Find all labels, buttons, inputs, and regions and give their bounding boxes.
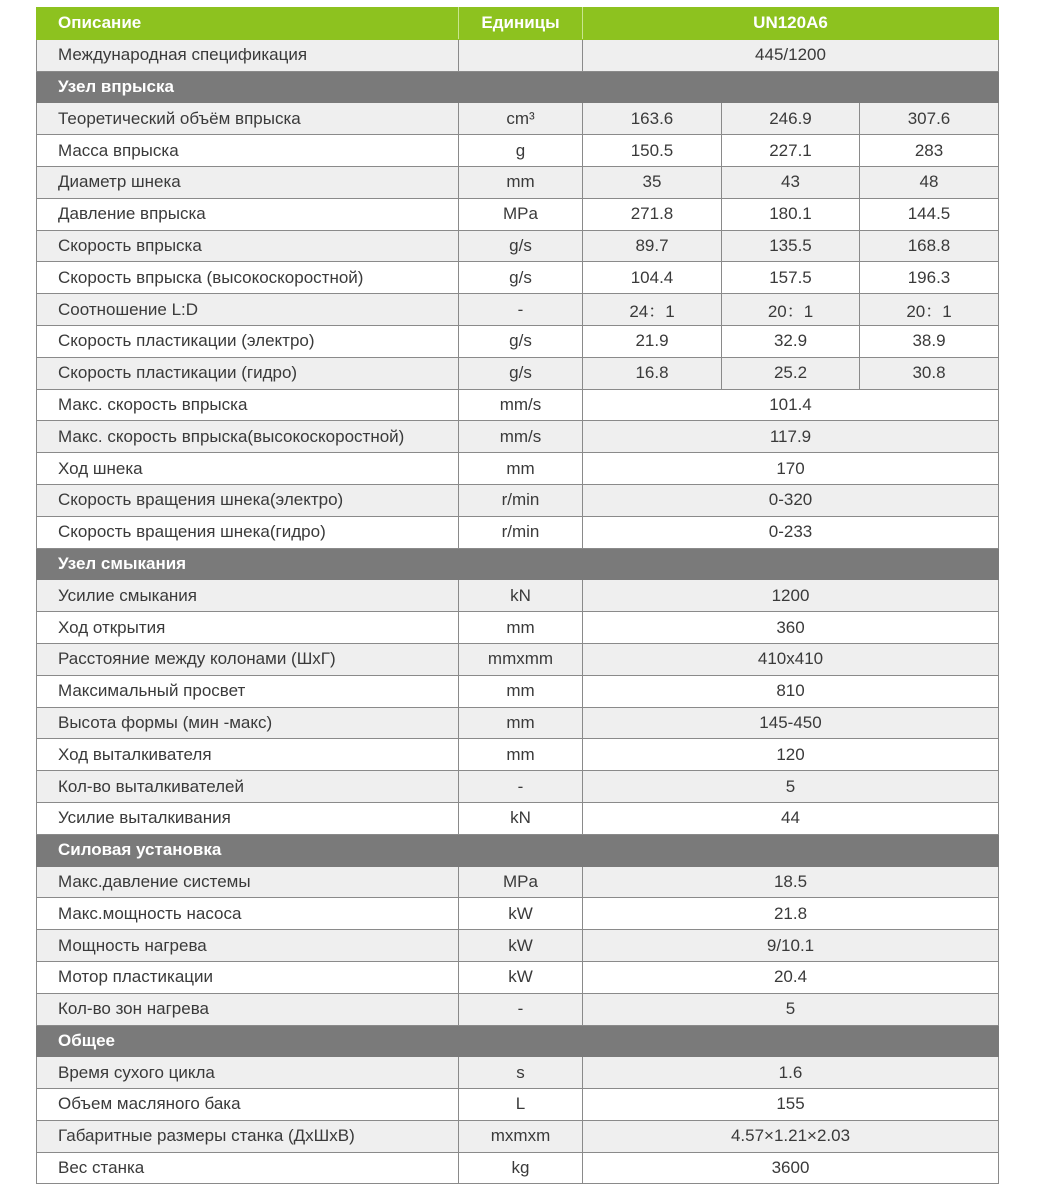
row-label: Давление впрыска: [37, 198, 459, 230]
row-value: 117.9: [583, 421, 999, 453]
row-value-1: 89.7: [583, 230, 722, 262]
row-unit: g/s: [459, 262, 583, 294]
table-row: [37, 898, 999, 930]
row-value-2: 43: [722, 166, 860, 198]
table-row: [37, 643, 999, 675]
row-label: Соотношение L:D: [37, 294, 459, 326]
table-row: [37, 993, 999, 1025]
row-value: 1.6: [583, 1057, 999, 1089]
row-unit: -: [459, 993, 583, 1025]
row-label: Скорость вращения шнека(электро): [37, 484, 459, 516]
row-value-3: 144.5: [860, 198, 999, 230]
row-label: Макс. скорость впрыска(высокоскоростной): [37, 421, 459, 453]
row-label: Вес станка: [37, 1152, 459, 1184]
row-label: Мощность нагрева: [37, 930, 459, 962]
section-header: [37, 1025, 999, 1057]
section-title: Силовая установка: [37, 834, 999, 866]
row-value-2: 227.1: [722, 135, 860, 167]
row-unit: s: [459, 1057, 583, 1089]
row-value-2: 180.1: [722, 198, 860, 230]
row-unit: kW: [459, 898, 583, 930]
row-value: 410x410: [583, 643, 999, 675]
table-row: [37, 135, 999, 167]
row-unit: mm: [459, 675, 583, 707]
row-unit: mm: [459, 707, 583, 739]
row-value-1: 24：1: [583, 294, 722, 326]
row-unit: g/s: [459, 230, 583, 262]
section-title: Общее: [37, 1025, 999, 1057]
row-label: Кол-во выталкивателей: [37, 771, 459, 803]
row-label: Кол-во зон нагрева: [37, 993, 459, 1025]
row-value: 145-450: [583, 707, 999, 739]
row-label: Ход шнека: [37, 453, 459, 485]
row-label: Скорость впрыска: [37, 230, 459, 262]
row-value-1: 104.4: [583, 262, 722, 294]
table-row: [37, 230, 999, 262]
row-value: 9/10.1: [583, 930, 999, 962]
table-row: [37, 1089, 999, 1121]
spec-body: [37, 39, 999, 1184]
row-value-2: 20：1: [722, 294, 860, 326]
section-header: [37, 834, 999, 866]
row-value-1: 35: [583, 166, 722, 198]
table-row: [37, 262, 999, 294]
row-value-3: 48: [860, 166, 999, 198]
row-label: Ход открытия: [37, 612, 459, 644]
row-value-3: 30.8: [860, 357, 999, 389]
section-header: [37, 548, 999, 580]
row-unit: mm: [459, 612, 583, 644]
row-label: Усилие выталкивания: [37, 802, 459, 834]
table-row: [37, 516, 999, 548]
header-row: [37, 8, 999, 40]
row-label: Скорость пластикации (гидро): [37, 357, 459, 389]
row-value-2: 157.5: [722, 262, 860, 294]
table-row: [37, 389, 999, 421]
table-row: [37, 930, 999, 962]
row-value: 0-320: [583, 484, 999, 516]
row-value: 1200: [583, 580, 999, 612]
row-unit: mm: [459, 453, 583, 485]
row-value-3: 283: [860, 135, 999, 167]
row-unit: kW: [459, 961, 583, 993]
row-label: Максимальный просвет: [37, 675, 459, 707]
table-row: [37, 961, 999, 993]
row-value: 18.5: [583, 866, 999, 898]
row-value-3: 307.6: [860, 103, 999, 135]
row-value: 120: [583, 739, 999, 771]
row-value-3: 20：1: [860, 294, 999, 326]
row-unit: MPa: [459, 866, 583, 898]
table-row: [37, 1120, 999, 1152]
row-value: 360: [583, 612, 999, 644]
table-row: [37, 294, 999, 326]
row-value: 3600: [583, 1152, 999, 1184]
row-label: Скорость впрыска (высокоскоростной): [37, 262, 459, 294]
table-row: [37, 739, 999, 771]
row-unit: -: [459, 771, 583, 803]
row-value-1: 163.6: [583, 103, 722, 135]
row-value-3: 196.3: [860, 262, 999, 294]
row-value: 155: [583, 1089, 999, 1121]
row-label: Теоретический объём впрыска: [37, 103, 459, 135]
row-label: Усилие смыкания: [37, 580, 459, 612]
row-label: Скорость пластикации (электро): [37, 325, 459, 357]
row-unit: [459, 39, 583, 71]
row-unit: cm³: [459, 103, 583, 135]
row-value: 20.4: [583, 961, 999, 993]
row-unit: g/s: [459, 357, 583, 389]
row-label: Высота формы (мин -макс): [37, 707, 459, 739]
spec-table: [36, 7, 999, 1184]
table-row: [37, 612, 999, 644]
table-row: [37, 453, 999, 485]
table-row: [37, 357, 999, 389]
row-value-1: 150.5: [583, 135, 722, 167]
row-label: Макс.мощность насоса: [37, 898, 459, 930]
row-unit: kW: [459, 930, 583, 962]
table-row: [37, 198, 999, 230]
table-row: [37, 771, 999, 803]
row-value-1: 16.8: [583, 357, 722, 389]
table-row: [37, 1057, 999, 1089]
row-unit: kN: [459, 802, 583, 834]
row-value-2: 25.2: [722, 357, 860, 389]
row-label: Объем масляного бака: [37, 1089, 459, 1121]
header-description: Описание: [37, 8, 459, 40]
table-row: [37, 166, 999, 198]
row-unit: MPa: [459, 198, 583, 230]
row-value: 810: [583, 675, 999, 707]
row-label: Макс. скорость впрыска: [37, 389, 459, 421]
row-label: Масса впрыска: [37, 135, 459, 167]
row-value: 4.57×1.21×2.03: [583, 1120, 999, 1152]
row-unit: mm: [459, 166, 583, 198]
row-value-3: 38.9: [860, 325, 999, 357]
row-unit: kN: [459, 580, 583, 612]
row-label: Международная спецификация: [37, 39, 459, 71]
row-label: Габаритные размеры станка (ДхШхВ): [37, 1120, 459, 1152]
row-label: Диаметр шнека: [37, 166, 459, 198]
row-value: 21.8: [583, 898, 999, 930]
row-unit: mm/s: [459, 421, 583, 453]
row-label: Макс.давление системы: [37, 866, 459, 898]
table-row: [37, 325, 999, 357]
row-value: 5: [583, 771, 999, 803]
row-unit: L: [459, 1089, 583, 1121]
row-value: 0-233: [583, 516, 999, 548]
row-unit: kg: [459, 1152, 583, 1184]
section-title: Узел впрыска: [37, 71, 999, 103]
row-label: Ход выталкивателя: [37, 739, 459, 771]
table-row-intl-spec: [37, 39, 999, 71]
row-value-3: 168.8: [860, 230, 999, 262]
section-header: [37, 71, 999, 103]
row-value: 5: [583, 993, 999, 1025]
table-row: [37, 802, 999, 834]
row-unit: mxmxm: [459, 1120, 583, 1152]
row-label: Скорость вращения шнека(гидро): [37, 516, 459, 548]
table-row: [37, 866, 999, 898]
row-value-1: 271.8: [583, 198, 722, 230]
row-value-2: 246.9: [722, 103, 860, 135]
row-unit: mmxmm: [459, 643, 583, 675]
table-row: [37, 421, 999, 453]
header-model: UN120A6: [583, 8, 999, 40]
row-value-1: 21.9: [583, 325, 722, 357]
row-value-2: 135.5: [722, 230, 860, 262]
row-unit: r/min: [459, 516, 583, 548]
row-value: 170: [583, 453, 999, 485]
row-label: Время сухого цикла: [37, 1057, 459, 1089]
row-unit: r/min: [459, 484, 583, 516]
row-value: 101.4: [583, 389, 999, 421]
header-units: Единицы: [459, 8, 583, 40]
row-value: 44: [583, 802, 999, 834]
row-value-2: 32.9: [722, 325, 860, 357]
row-unit: mm: [459, 739, 583, 771]
row-unit: mm/s: [459, 389, 583, 421]
row-unit: g: [459, 135, 583, 167]
section-title: Узел смыкания: [37, 548, 999, 580]
row-value: 445/1200: [583, 39, 999, 71]
row-label: Мотор пластикации: [37, 961, 459, 993]
table-row: [37, 580, 999, 612]
table-row: [37, 103, 999, 135]
table-row: [37, 675, 999, 707]
row-unit: g/s: [459, 325, 583, 357]
table-row: [37, 1152, 999, 1184]
table-row: [37, 484, 999, 516]
row-unit: -: [459, 294, 583, 326]
table-row: [37, 707, 999, 739]
row-label: Расстояние между колонами (ШхГ): [37, 643, 459, 675]
